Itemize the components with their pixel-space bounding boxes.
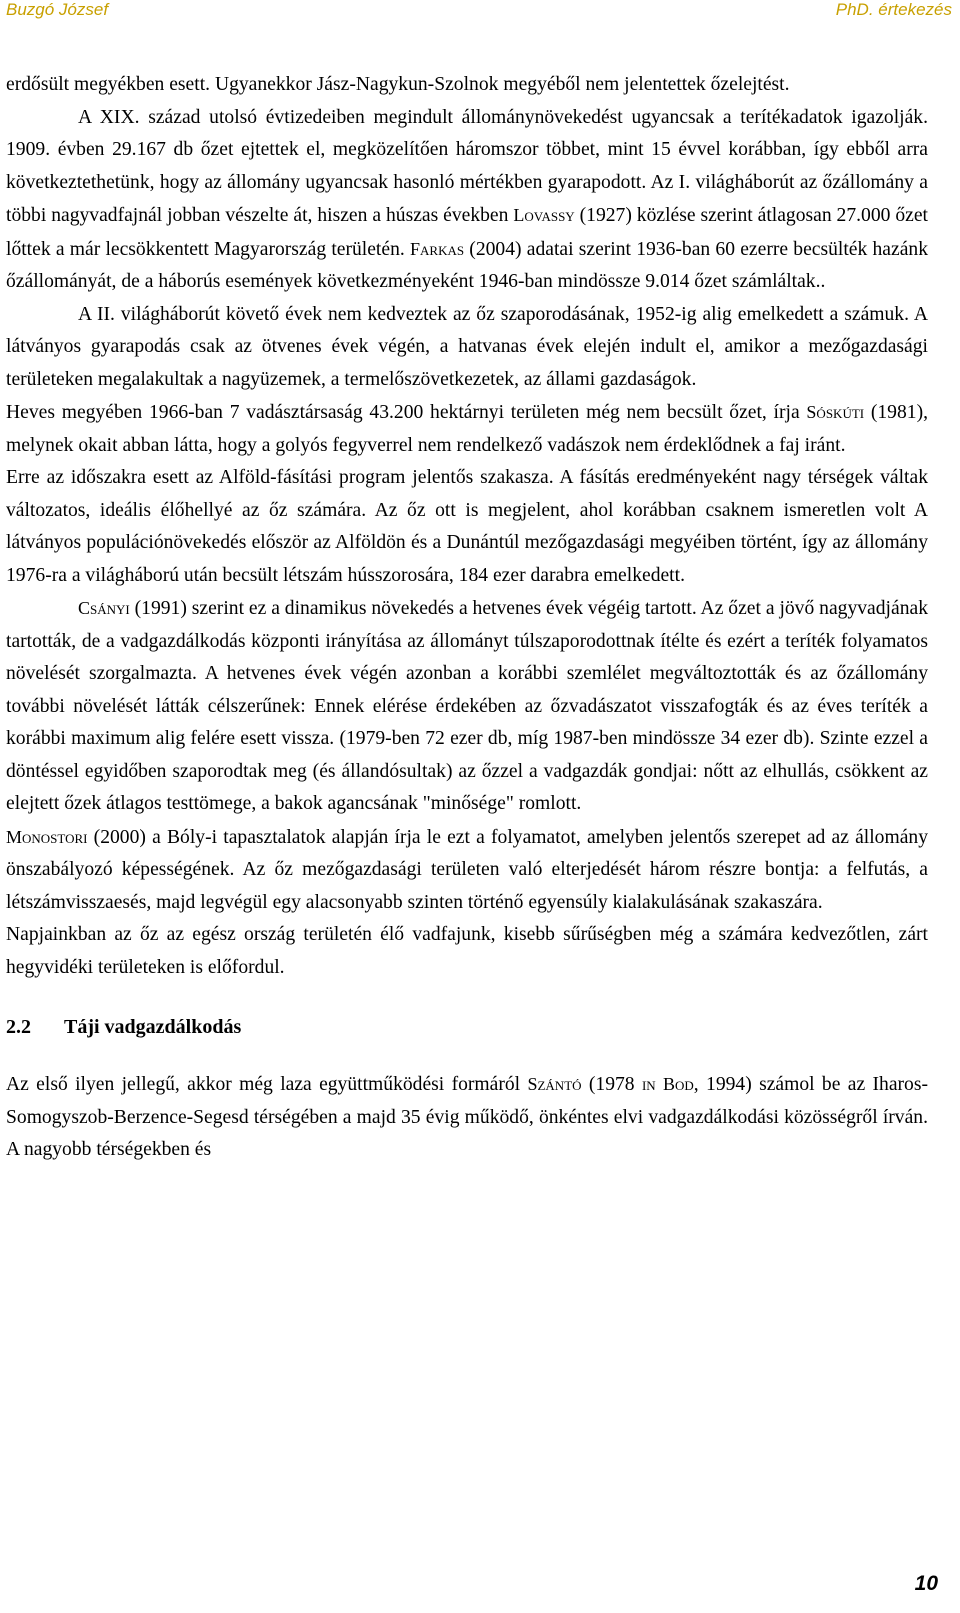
paragraph: A XIX. század utolsó évtizedeiben megindult állománynövekedést ugyancsak a terítékadatok igazolják. 1909. évben 29.167 db őzet ejtettek el, megközelítően háromszor többet, mint 15 évvel korábban, így ebből arra következtethetünk, hogy az állomány ugyancsak hasonló mértékben gyarapodott. Az I. világháborút az őzállomány a többi nagyvadfajnál jobban vészelte át, hiszen a húszas években Lovassy (1927) közlése szerint átlagosan 27.000 őzet lőttek a már lecsökkentett Magyarország területén. Farkas (2004) adatai szerint 1936-ban 60 ezerre becsülték hazánk őzállományát, de a háborús események következményeként 1946-ban mindössze 9.014 őzet számláltak..	[6, 106, 929, 292]
page-number: 10	[914, 1572, 938, 1595]
header-author: Buzgó József	[6, 0, 109, 19]
citation-author: Sóskúti	[806, 402, 865, 422]
citation-in: in	[641, 1074, 656, 1094]
body-text	[6, 69, 928, 1167]
citation-author: Farkas	[410, 238, 465, 259]
citation-author: Szántó	[527, 1074, 582, 1094]
section-number: 2.2	[6, 1016, 31, 1038]
paragraph: Erre az időszakra esett az Alföld-fásítási program jelentős szakasza. A fásítás eredményeként nagy térségek váltak változatos, ideális élőhellyé az őz számára. Az őz ott is megjelent, ahol korábban csaknem ismeretlen volt A látványos populációnövekedés először az Alföldön és a Dunántúl mezőgazdasági megyéiben történt, így az állomány 1976-ra a világháború után becsült létszám hússzorosára, 184 ezer darabra emelkedett.	[6, 467, 928, 586]
citation-author: Lovassy	[513, 205, 575, 225]
paragraph: Csányi (1991) szerint ez a dinamikus növekedés a hetvenes évek végéig tartott. Az őzet a jövő nagyvadjának tartották, de a vadgazdálkodás központi irányítása az állományt túlszaporodottnak ítélte és ezért a teríték folyamatos növelését szorgalmazta. A hetvenes évek végén azonban a korábbi szemlélet megváltoztották és az őzállomány további növelését látták célszerűnek: Ennek elérése érdekében az őzvadászatot visszafogták és az éves teríték a korábbi maximum alig felére esett vissza. (1979-ben 72 ezer db, míg 1987-ben mindössze 34 ezer db). Szinte ezzel a döntéssel egyidőben szaporodtak meg (és állandósultak) az őzzel a vadgazdák gondjai: nőtt az elhullás, csökkent az elejtett őzek átlagos testtömege, a bakok agancsának "minősége" romlott.	[6, 598, 928, 814]
paragraph: Az első ilyen jellegű, akkor még laza együttműködési formáról Szántó (1978 in Bod, 1994) számol be az Iharos-Somogyszob-Berzence-Segesd térségében a majd 35 évig működő, önkéntes elvi vadgazdálkodási közösségről írván. A nagyobb térségekben és	[6, 1074, 928, 1160]
section-heading	[6, 1012, 928, 1042]
citation-author: Csányi	[78, 598, 130, 618]
paragraph: erdősült megyékben esett. Ugyanekkor Jász-Nagykun-Szolnok megyéből nem jelentettek őzelejtést.	[6, 74, 790, 95]
paragraph: Monostori (2000) a Bóly-i tapasztalatok alapján írja le ezt a folyamatot, amelyben jelentős szerepet ad az állomány önszabályozó képességének. Az őz mezőgazdasági területen való elterjedését három részre bontja: a felfutás, a létszámvisszaesés, majd legvégül egy alacsonyabb szinten történő egyensúly kialakulásának szakaszára.	[6, 826, 928, 913]
section-title: Táji vadgazdálkodás	[64, 1016, 242, 1038]
paragraph: Heves megyében 1966-ban 7 vadásztársaság 43.200 hektárnyi területen még nem becsült őzet, írja Sóskúti (1981), melynek okait abban látta, hogy a golyós fegyverrel nem rendelkező vadászok nem érdeklődnek a faj iránt.	[6, 402, 928, 456]
citation-author: Bod	[663, 1074, 694, 1094]
paragraph: A II. világháborút követő évek nem kedveztek az őz szaporodásának, 1952-ig alig emelkedett a számuk. A látványos gyarapodás csak az ötvenes évek végén, a hatvanas évek elején indult el, amikor a mezőgazdasági területeken megalakultak a nagyüzemek, a termelőszövetkezetek, az állami gazdaságok.	[6, 303, 928, 390]
page-header	[6, 0, 954, 30]
paragraph: Napjainkban az őz az egész ország területén élő vadfajunk, kisebb sűrűségben még a számára kedvezőtlen, zárt hegyvidéki területeken is előfordul.	[6, 924, 928, 978]
header-doc-type: PhD. értekezés	[835, 0, 952, 19]
citation-author: Monostori	[6, 826, 88, 847]
